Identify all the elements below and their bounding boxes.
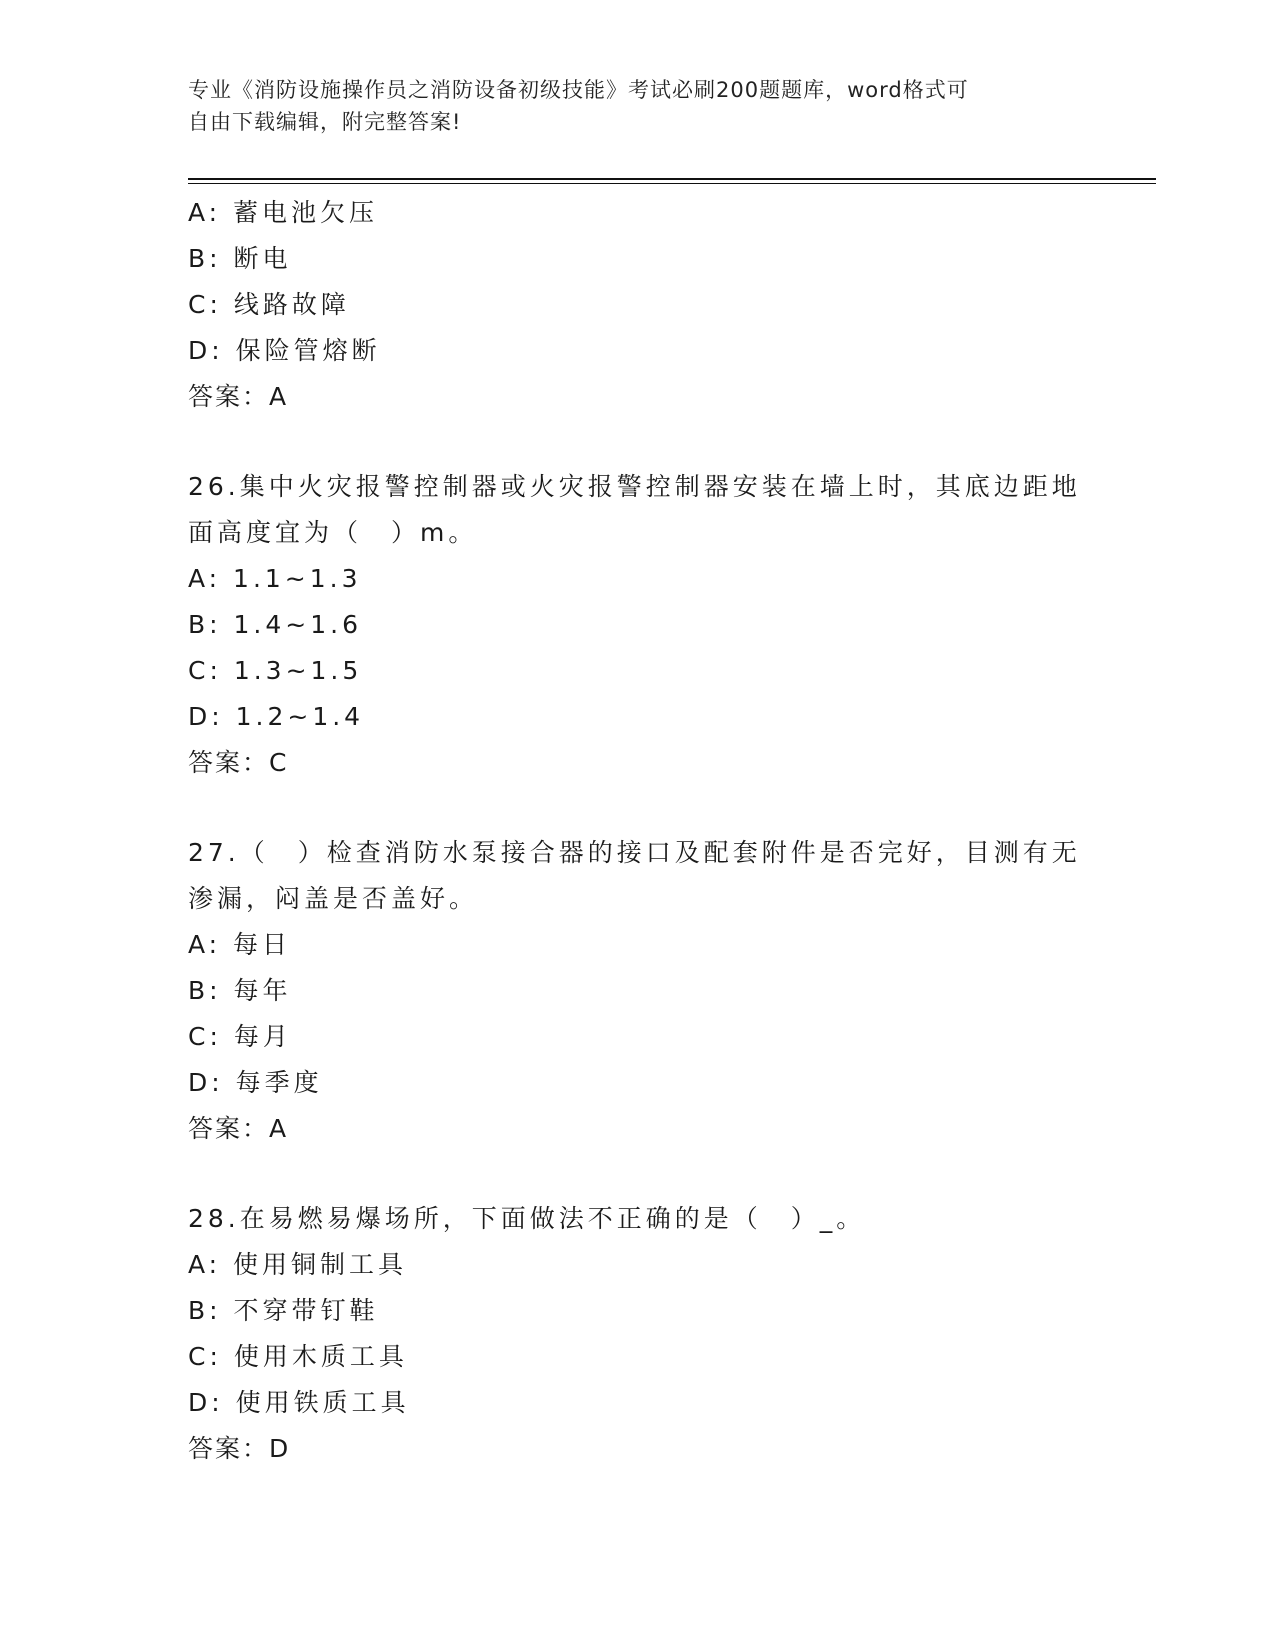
question-28	[188, 1196, 1088, 1472]
option-c: C: 每月	[188, 1022, 292, 1051]
option-b: B: 1.4~1.6	[188, 610, 362, 639]
header-line-1: 专业《消防设施操作员之消防设备初级技能》考试必刷200题题库，word格式可	[188, 78, 969, 102]
question-27	[188, 830, 1088, 1152]
answer: 答案：C	[188, 748, 289, 777]
page-header	[188, 74, 1068, 138]
question-stem-line-1: 28.在易燃易爆场所，下面做法不正确的是（ ）_。	[188, 1204, 866, 1233]
option-b: B: 每年	[188, 976, 292, 1005]
option-a: A: 蓄电池欠压	[188, 198, 379, 227]
spacer	[188, 420, 1088, 464]
option-a: A: 1.1~1.3	[188, 564, 362, 593]
answer: 答案：D	[188, 1434, 291, 1463]
header-rule-thick	[188, 178, 1156, 180]
option-c: C: 使用木质工具	[188, 1342, 408, 1371]
option-b: B: 断电	[188, 244, 292, 273]
question-stem-line-2: 渗漏，闷盖是否盖好。	[188, 884, 479, 913]
option-c: C: 1.3~1.5	[188, 656, 363, 685]
answer: 答案：A	[188, 382, 289, 411]
answer: 答案：A	[188, 1114, 289, 1143]
spacer	[188, 786, 1088, 830]
option-c: C: 线路故障	[188, 290, 350, 319]
header-line-2: 自由下载编辑，附完整答案!	[188, 110, 462, 134]
question-stem-line-2: 面高度宜为（ ）m。	[188, 518, 478, 547]
option-d: D: 使用铁质工具	[188, 1388, 410, 1417]
option-b: B: 不穿带钉鞋	[188, 1296, 379, 1325]
option-d: D: 保险管熔断	[188, 336, 381, 365]
question-stem-line-1: 26.集中火灾报警控制器或火灾报警控制器安装在墙上时，其底边距地	[188, 472, 1081, 501]
question-25	[188, 190, 1088, 420]
option-d: D: 1.2~1.4	[188, 702, 365, 731]
question-stem-line-1: 27.（ ）检查消防水泵接合器的接口及配套附件是否完好，目测有无	[188, 838, 1081, 867]
option-a: A: 使用铜制工具	[188, 1250, 408, 1279]
spacer	[188, 1152, 1088, 1196]
option-d: D: 每季度	[188, 1068, 323, 1097]
header-rule-thin	[188, 183, 1156, 184]
question-list	[188, 190, 1088, 1472]
option-a: A: 每日	[188, 930, 292, 959]
question-26	[188, 464, 1088, 786]
